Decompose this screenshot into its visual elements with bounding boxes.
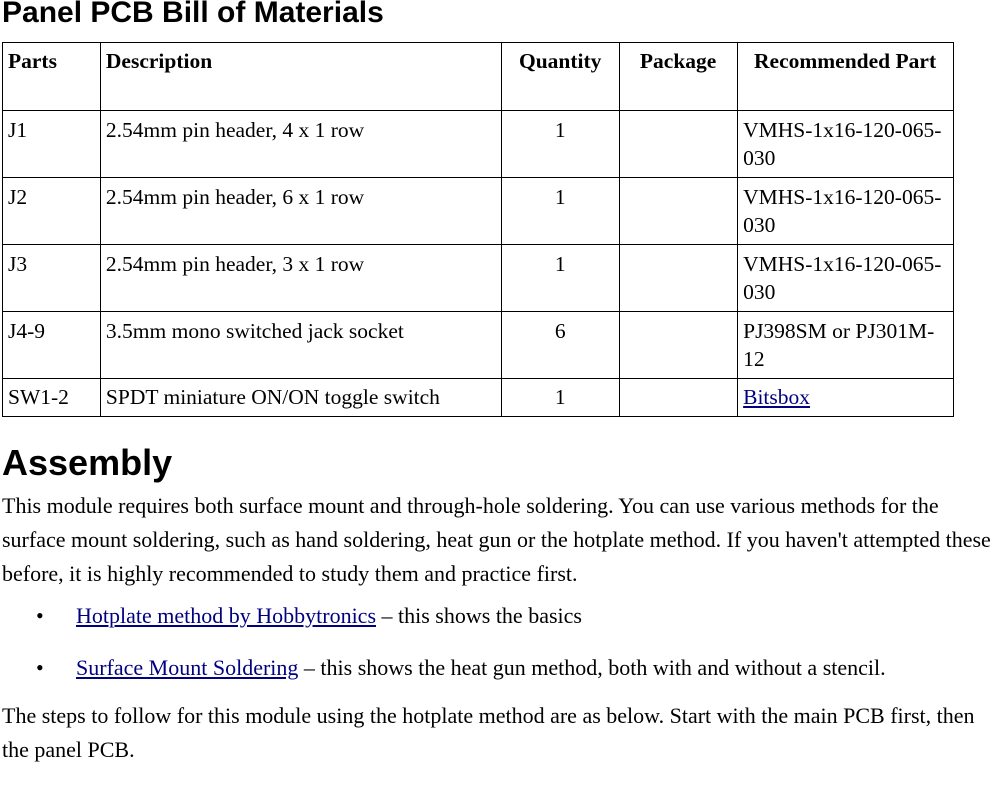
table-row — [3, 111, 954, 178]
cell-parts: J3 — [3, 245, 101, 312]
bullet: • — [36, 655, 44, 680]
assembly-intro: This module requires both surface mount and through-hole soldering. You can use various methods for the surface mount soldering, such as hand soldering, heat gun or the hotplate method. If you haven't attempted these before, it is highly recommended to study them and practice first. — [2, 493, 991, 586]
cell-quantity: 1 — [502, 245, 620, 312]
bullet: • — [36, 603, 44, 628]
bom-heading: Panel PCB Bill of Materials — [2, 0, 384, 29]
list-item — [2, 651, 1002, 685]
cell-quantity: 6 — [502, 312, 620, 379]
cell-description: 2.54mm pin header, 4 x 1 row — [100, 111, 501, 178]
bitsbox-link[interactable]: Bitsbox — [743, 385, 811, 409]
table-row — [3, 178, 954, 245]
cell-parts: J1 — [3, 111, 101, 178]
cell-recommended-part: PJ398SM or PJ301M-12 — [738, 312, 954, 379]
cell-recommended-part: VMHS-1x16-120-065-030 — [738, 245, 954, 312]
cell-parts: J4-9 — [3, 312, 101, 379]
link-description: – this shows the basics — [376, 603, 582, 628]
cell-quantity: 1 — [502, 379, 620, 417]
cell-recommended-part: VMHS-1x16-120-065-030 — [738, 178, 954, 245]
col-header-quantity: Quantity — [502, 43, 620, 111]
hotplate-method-link[interactable]: Hotplate method by Hobbytronics — [76, 603, 377, 628]
table-row — [3, 245, 954, 312]
col-header-package: Package — [620, 43, 738, 111]
table-row — [3, 312, 954, 379]
bom-header-row — [3, 43, 954, 111]
cell-quantity: 1 — [502, 178, 620, 245]
cell-package — [620, 111, 738, 178]
table-row — [3, 379, 954, 417]
link-description: – this shows the heat gun method, both with and without a stencil. — [298, 655, 886, 680]
steps-intro: The steps to follow for this module using the hotplate method are as below. Start with the main PCB first, then the panel PCB. — [2, 703, 975, 762]
list-item — [2, 599, 1002, 633]
cell-description: 2.54mm pin header, 6 x 1 row — [100, 178, 501, 245]
col-header-recommended-part: Recommended Part — [738, 43, 954, 111]
cell-recommended-part — [738, 379, 954, 417]
cell-package — [620, 379, 738, 417]
surface-mount-soldering-link[interactable]: Surface Mount Soldering — [76, 655, 299, 680]
cell-quantity: 1 — [502, 111, 620, 178]
cell-description: 2.54mm pin header, 3 x 1 row — [100, 245, 501, 312]
cell-recommended-part: VMHS-1x16-120-065-030 — [738, 111, 954, 178]
cell-description: 3.5mm mono switched jack socket — [100, 312, 501, 379]
cell-package — [620, 245, 738, 312]
bom-table — [2, 42, 954, 417]
cell-package — [620, 178, 738, 245]
col-header-parts: Parts — [3, 43, 101, 111]
cell-package — [620, 312, 738, 379]
col-header-description: Description — [100, 43, 501, 111]
cell-parts: SW1-2 — [3, 379, 101, 417]
assembly-heading: Assembly — [2, 442, 173, 483]
cell-description: SPDT miniature ON/ON toggle switch — [100, 379, 501, 417]
cell-parts: J2 — [3, 178, 101, 245]
resource-links-list — [2, 599, 1002, 685]
